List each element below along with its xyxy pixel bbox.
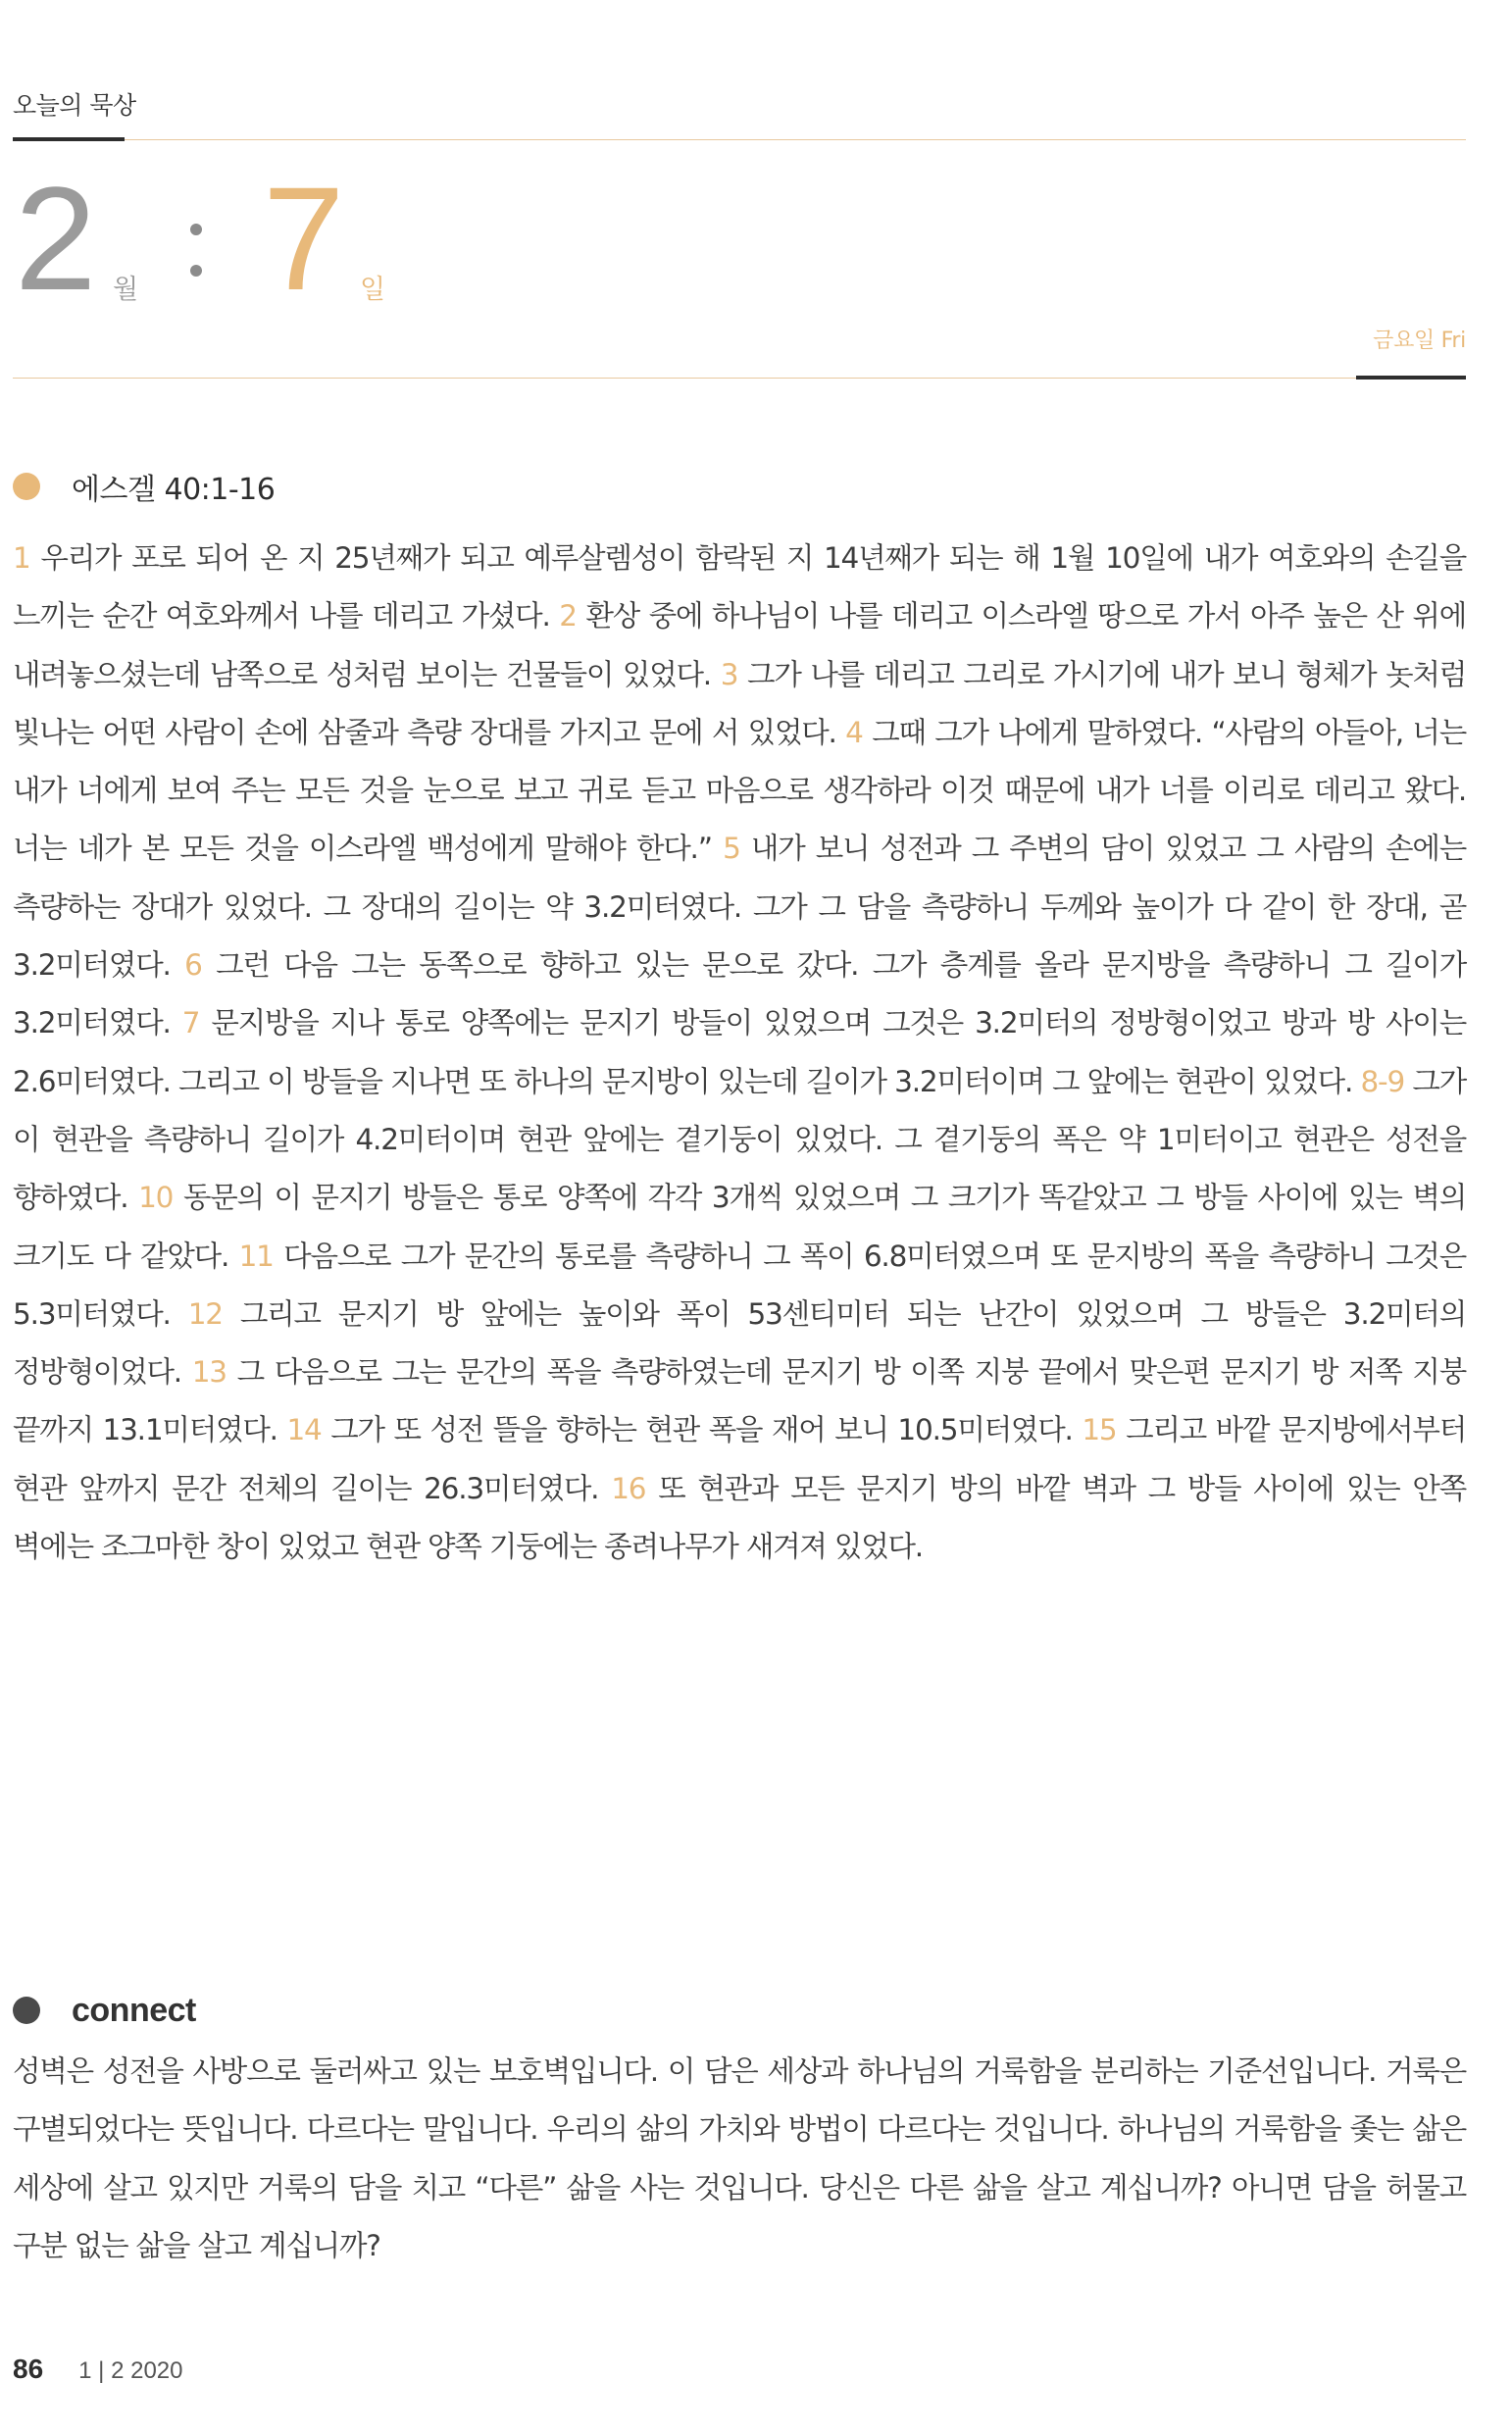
bullet-dot-icon xyxy=(13,1997,40,2024)
verse-number: 12 xyxy=(187,1296,240,1331)
verse-number: 13 xyxy=(191,1355,237,1390)
verse-number: 7 xyxy=(181,1006,212,1040)
section-label: 오늘의 묵상 xyxy=(13,91,136,120)
verse-text: 내가 보니 성전과 그 주변의 담이 있었고 그 사람의 손에는 측량하는 장대가 있었다. 그 장대의 길이는 약 3.2미터였다. 그가 그 담을 측량하니 두께와 높이가 다 같이 한 장대, 곧 3.2미터였다. xyxy=(13,832,1467,983)
verse-text: 다음으로 그가 문간의 통로를 측량하니 그 폭이 6.8미터였으며 또 문지방의 폭을 측량하니 그것은 5.3미터였다. xyxy=(13,1239,1466,1331)
date-day-unit: 일 xyxy=(360,275,386,305)
connect-heading xyxy=(13,1991,196,2030)
issue-label: 1 | 2 2020 xyxy=(78,2357,183,2384)
verse-text: 그 다음으로 그는 문간의 폭을 측량하였는데 문지기 방 이쪽 지붕 끝에서 맞은편 문지기 방 저쪽 지붕 끝까지 13.1미터였다. xyxy=(13,1355,1466,1447)
verse-number: 4 xyxy=(845,715,873,749)
verse-number: 2 xyxy=(559,599,586,633)
verse-number: 3 xyxy=(720,657,748,691)
verse-text: 환상 중에 하나님이 나를 데리고 이스라엘 땅으로 가서 아주 높은 산 위에 내려놓으셨는데 남쪽으로 성처럼 보이는 건물들이 있었다. xyxy=(13,599,1467,691)
date-month: 2 xyxy=(15,156,93,321)
verse-number: 10 xyxy=(138,1181,183,1215)
verse-text: 문지방을 지나 통로 양쪽에는 문지기 방들이 있었으며 그것은 3.2미터의 정방형이었고 방과 방 사이는 2.6미터였다. 그리고 이 방들을 지나면 또 하나의 문지방이 있는데 길이가 3.2미터이며 그 앞에는 현관이 있었다. xyxy=(13,1006,1467,1098)
passage-heading xyxy=(13,467,275,506)
verse-text: 동문의 이 문지기 방들은 통로 양쪽에 각각 3개씩 있었으며 그 크기가 똑같았고 그 방들 사이에 있는 벽의 크기도 다 같았다. xyxy=(13,1181,1466,1273)
verse-text: 그가 이 현관을 측량하니 길이가 4.2미터이며 현관 앞에는 곁기둥이 있었다. 그 곁기둥의 폭은 약 1미터이고 현관은 성전을 향하였다. xyxy=(13,1064,1466,1215)
date-day: 7 xyxy=(263,156,345,321)
verse-text: 그때 그가 나에게 말하였다. “사람의 아들아, 너는 내가 너에게 보여 주는 모든 것을 눈으로 보고 귀로 듣고 마음으로 생각하라 이것 때문에 내가 너를 이리로 데리고 왔다. 너는 네가 본 모든 것을 이스라엘 백성에게 말해야 한다.” xyxy=(13,715,1466,866)
date-colon-separator xyxy=(182,206,208,294)
verse-number: 6 xyxy=(184,948,217,983)
verse-text: 우리가 포로 되어 온 지 25년째가 되고 예루살렘성이 함락된 지 14년째가 되는 해 1월 10일에 내가 여호와의 손길을 느끼는 순간 여호와께서 나를 데리고 가셨다. xyxy=(13,541,1467,633)
verse-number: 14 xyxy=(286,1413,331,1447)
date-month-unit: 월 xyxy=(113,275,139,305)
verse-text: 그런 다음 그는 동쪽으로 향하고 있는 문으로 갔다. 그가 층계를 올라 문지방을 측량하니 그 길이가 3.2미터였다. xyxy=(13,948,1467,1040)
verse-text: 그가 또 성전 뜰을 향하는 현관 폭을 재어 보니 10.5미터였다. xyxy=(330,1413,1083,1447)
verse-text: 그리고 문지기 방 앞에는 높이와 폭이 53센티미터 되는 난간이 있었으며 그 방들은 3.2미터의 정방형이었다. xyxy=(13,1296,1466,1390)
connect-body: 성벽은 성전을 사방으로 둘러싸고 있는 보호벽입니다. 이 담은 세상과 하나님의 거룩함을 분리하는 기준선입니다. 거룩은 구별되었다는 뜻입니다. 다르다는 말입니다. 우리의 삶의 가치와 방법이 다르다는 것입니다. 하나님의 거룩함을 좇는 삶은 세상에 살고 있지만 거룩의 담을 치고 “다른” 삶을 사는 것입니다. 당신은 다른 삶을 살고 계십니까? 아니면 담을 허물고 구분 없는 삶을 살고 계십니까? xyxy=(13,2054,1466,2262)
verse-number: 1 xyxy=(13,541,41,575)
passage-reference: 에스겔 40:1-16 xyxy=(72,473,276,507)
verse-text: 그리고 바깥 문지방에서부터 현관 앞까지 문간 전체의 길이는 26.3미터였다. xyxy=(13,1413,1467,1505)
weekday-label: 금요일 Fri xyxy=(1373,329,1466,353)
date-rule-thick xyxy=(1356,376,1466,380)
header-rule-thick xyxy=(13,137,125,141)
bullet-dot-icon xyxy=(13,473,40,500)
verse-number: 8-9 xyxy=(1360,1064,1413,1098)
verse-number: 15 xyxy=(1082,1413,1127,1447)
scripture-passage xyxy=(13,530,1466,1576)
page-number: 86 xyxy=(13,2354,44,2384)
date-rule-thin xyxy=(13,378,1356,379)
verse-text: 또 현관과 모든 문지기 방의 바깥 벽과 그 방들 사이에 있는 안쪽 벽에는 조그마한 창이 있었고 현관 양쪽 기둥에는 종려나무가 새겨져 있었다. xyxy=(13,1471,1466,1564)
verse-number: 5 xyxy=(723,832,751,866)
connect-title: connect xyxy=(72,1991,196,2029)
verse-number: 11 xyxy=(238,1239,284,1273)
page-footer xyxy=(13,2354,182,2385)
verse-number: 16 xyxy=(611,1471,659,1505)
header-rule-thin xyxy=(125,139,1466,140)
verse-text: 그가 나를 데리고 그리로 가시기에 내가 보니 형체가 놋처럼 빛나는 어떤 사람이 손에 삼줄과 측량 장대를 가지고 문에 서 있었다. xyxy=(13,657,1467,749)
